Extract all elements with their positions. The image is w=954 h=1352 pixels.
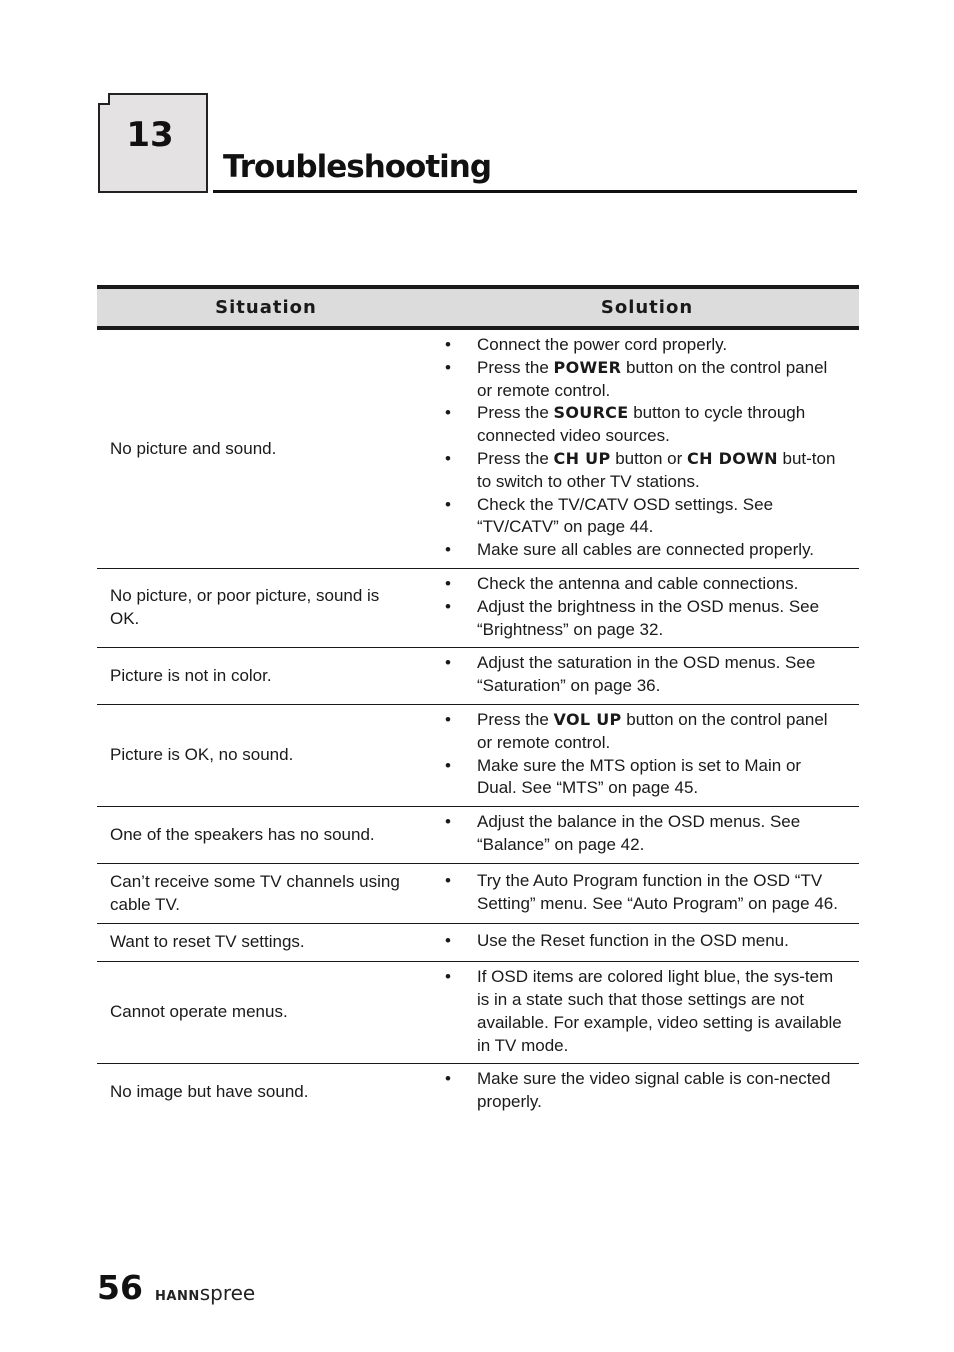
table-row <box>97 328 859 568</box>
solution-list <box>445 573 845 641</box>
situation-cell: Picture is not in color. <box>97 648 435 705</box>
solution-cell <box>435 1064 859 1120</box>
solution-cell <box>435 568 859 647</box>
solution-header: Solution <box>435 287 859 328</box>
solution-cell <box>435 962 859 1064</box>
solution-cell <box>435 863 859 924</box>
chapter-number: 13 <box>126 115 174 155</box>
table-header-row <box>97 287 859 328</box>
situation-cell: Want to reset TV settings. <box>97 924 435 962</box>
solution-list <box>445 930 845 953</box>
brand-logo-bold: HANN <box>155 1289 200 1304</box>
solution-item: • Adjust the saturation in the OSD menus. See “Saturation” on page 36. <box>445 652 845 698</box>
title-underline <box>213 190 857 193</box>
situation-cell: Cannot operate menus. <box>97 962 435 1064</box>
solution-cell <box>435 807 859 864</box>
table-row <box>97 1064 859 1120</box>
solution-item: • Press the POWER button on the control panel or remote control. <box>445 357 845 403</box>
solution-item: • Make sure the video signal cable is con-nected properly. <box>445 1068 845 1114</box>
solution-list <box>445 1068 845 1114</box>
solution-list <box>445 966 845 1057</box>
situation-cell: No image but have sound. <box>110 1081 309 1101</box>
solution-cell <box>435 328 859 568</box>
button-name: POWER <box>553 357 622 377</box>
chapter-number-box <box>98 93 208 193</box>
solution-item: • Check the TV/CATV OSD settings. See “TV/CATV” on page 44. <box>445 494 845 540</box>
solution-item: • Use the Reset function in the OSD menu. <box>445 930 845 953</box>
situation-cell: No picture and sound. <box>97 328 435 568</box>
page-title: Troubleshooting <box>223 149 492 185</box>
solution-item: • Check the antenna and cable connections. <box>445 573 845 596</box>
solution-item: • Press the VOL UP button on the control panel or remote control. <box>445 709 845 755</box>
button-name: VOL UP <box>553 709 622 729</box>
solution-item: • Adjust the brightness in the OSD menus. See “Brightness” on page 32. <box>445 596 845 642</box>
solution-list <box>445 334 845 562</box>
solution-cell <box>435 924 859 962</box>
brand-logo-light: spree <box>199 1281 256 1305</box>
table-row <box>97 962 859 1064</box>
solution-list <box>445 709 845 800</box>
table-row <box>97 863 859 924</box>
solution-item: • Connect the power cord properly. <box>445 334 845 357</box>
solution-item: • Make sure all cables are connected properly. <box>445 539 845 562</box>
table-row <box>97 807 859 864</box>
table-body <box>97 328 859 1120</box>
table-row <box>97 568 859 647</box>
solution-list <box>445 652 845 698</box>
troubleshooting-table <box>97 285 859 1120</box>
button-name: SOURCE <box>553 403 629 423</box>
solution-item: • If OSD items are colored light blue, the sys-tem is in a state such that those settings are not available. For example, video setting is available in TV mode. <box>445 966 845 1057</box>
button-name: CH UP <box>553 448 611 468</box>
situation-header: Situation <box>97 287 435 328</box>
situation-cell: No picture, or poor picture, sound is OK. <box>97 568 435 647</box>
solution-item: • Try the Auto Program function in the OSD “TV Setting” menu. See “Auto Program” on page 46. <box>445 870 845 916</box>
table-row <box>97 704 859 806</box>
solution-item: • Adjust the balance in the OSD menus. See “Balance” on page 42. <box>445 811 845 857</box>
situation-cell: Can’t receive some TV channels using cable TV. <box>97 863 435 924</box>
situation-cell: Picture is OK, no sound. <box>97 704 435 806</box>
situation-cell: One of the speakers has no sound. <box>97 807 435 864</box>
solution-item: • Make sure the MTS option is set to Main or Dual. See “MTS” on page 45. <box>445 755 845 801</box>
solution-list <box>445 811 845 857</box>
solution-cell <box>435 648 859 705</box>
solution-item: • Press the SOURCE button to cycle through connected video sources. <box>445 402 845 448</box>
solution-cell <box>435 704 859 806</box>
brand-logo <box>155 1281 255 1306</box>
solution-list <box>445 870 845 916</box>
button-name: CH DOWN <box>687 448 778 468</box>
table-row <box>97 648 859 705</box>
table-row <box>97 924 859 962</box>
page-number: 56 <box>97 1268 143 1307</box>
solution-item: • Press the CH UP button or CH DOWN but-ton to switch to other TV stations. <box>445 448 845 494</box>
